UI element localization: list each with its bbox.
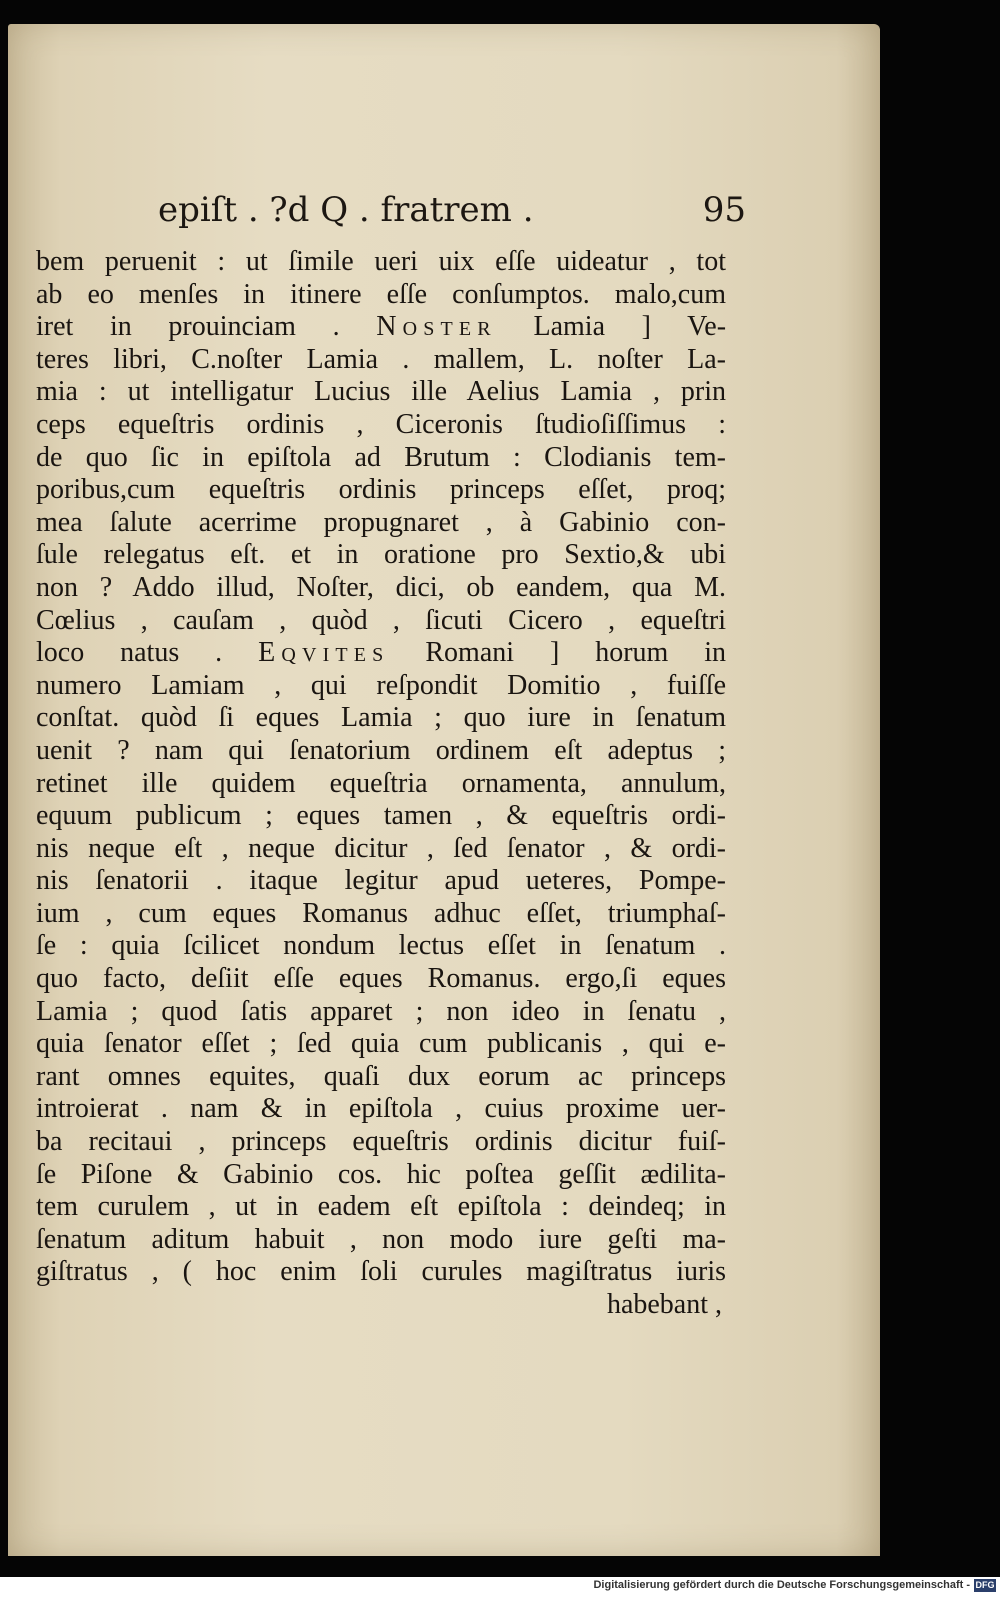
text-line: nis neque eſt , neque dicitur , ſed ſenator , & ordi- — [36, 832, 726, 864]
text-segment: iret in prouinciam . — [36, 311, 340, 343]
text-line: bem peruenit : ut ſimile ueri uix eſſe uideatur , tot — [36, 246, 726, 277]
body-text — [36, 246, 726, 1322]
text-line: introierat . nam & in epiſtola , cuius proxime uer- — [36, 1093, 726, 1125]
lemma-text: Romani ] horum in — [425, 637, 727, 669]
text-line: ſule relegatus eſt. et in oratione pro Sextio,& ubi — [36, 539, 726, 571]
book-page — [8, 24, 880, 1556]
text-line: teres libri, C.noſter Lamia . mallem, L. noſter La- — [36, 343, 726, 375]
lemma-caps: Eqvites — [258, 637, 390, 669]
page-header — [158, 184, 746, 244]
text-line: ium , cum eques Romanus adhuc eſſet, triumphaſ- — [36, 897, 726, 929]
text-segment: loco natus . — [36, 637, 223, 669]
text-line: ſe Piſone & Gabinio cos. hic poſtea geſſit ædilita- — [36, 1158, 726, 1190]
text-line: nis ſenatorii . itaque legitur apud ueteres, Pompe- — [36, 865, 726, 897]
text-line: ſenatum aditum habuit , non modo iure geſti ma- — [36, 1223, 726, 1255]
catchword: habebant , — [606, 1289, 722, 1320]
text-line: non ? Addo illud, Noſter, dici, ob eandem, qua M. — [36, 571, 726, 603]
text-line: equum publicum ; eques tamen , & equeſtris ordi- — [36, 800, 726, 832]
lemma-caps: Noster — [376, 311, 497, 343]
text-line: numero Lamiam , qui reſpondit Domitio , fuiſſe — [36, 669, 726, 701]
text-line: quia ſenator eſſet ; ſed quia cum publicanis , qui e- — [36, 1028, 726, 1060]
page-number: 95 — [702, 190, 746, 230]
funding-credit: Digitalisierung gefördert durch die Deutsche Forschungsgemeinschaft - — [593, 1579, 970, 1591]
footer-bar — [0, 1577, 1000, 1597]
text-line: rant omnes equites, quaſi dux eorum ac princeps — [36, 1060, 726, 1092]
text-line-with-lemma — [36, 311, 726, 344]
text-line: Lamia ; quod ſatis apparet ; non ideo in ſenatu , — [36, 995, 726, 1027]
dfg-logo-icon: DFG — [975, 1580, 995, 1590]
text-line: Cœlius , cauſam , quòd , ſicuti Cicero , equeſtri — [36, 604, 726, 636]
text-line: de quo ſic in epiſtola ad Brutum : Clodianis tem- — [36, 441, 726, 473]
text-line: tem curulem , ut in eadem eſt epiſtola : deindeq; in — [36, 1191, 726, 1223]
text-line: ceps equeſtris ordinis , Ciceronis ſtudioſiſſimus : — [36, 408, 726, 440]
text-line: ab eo menſes in itinere eſſe conſumptos. malo,cum — [36, 278, 726, 310]
text-line: quo facto, deſiit eſſe eques Romanus. ergo,ſi eques — [36, 963, 726, 995]
text-line: mia : ut intelligatur Lucius ille Aelius Lamia , prin — [36, 376, 726, 408]
text-line: uenit ? nam qui ſenatorium ordinem eſt adeptus ; — [36, 734, 726, 766]
text-line: mea ſalute acerrime propugnaret , à Gabinio con- — [36, 506, 726, 538]
text-line: conſtat. quòd ſi eques Lamia ; quo iure in ſenatum — [36, 702, 726, 734]
lemma-text: Lamia ] Ve- — [533, 311, 727, 343]
text-line: ſe : quia ſcilicet nondum lectus eſſet in ſenatum . — [36, 930, 726, 962]
text-line: ba recitaui , princeps equeſtris ordinis dicitur fuiſ- — [36, 1126, 726, 1158]
text-line: giſtratus , ( hoc enim ſoli curules magiſtratus iuris — [36, 1256, 726, 1288]
text-line: poribus,cum equeſtris ordinis princeps eſſet, proq; — [36, 474, 726, 506]
text-line: retinet ille quidem equeſtria ornamenta, annulum, — [36, 767, 726, 799]
running-head: epiſt . ?d Q . fratrem . — [158, 190, 534, 230]
text-line-with-lemma — [36, 637, 726, 670]
